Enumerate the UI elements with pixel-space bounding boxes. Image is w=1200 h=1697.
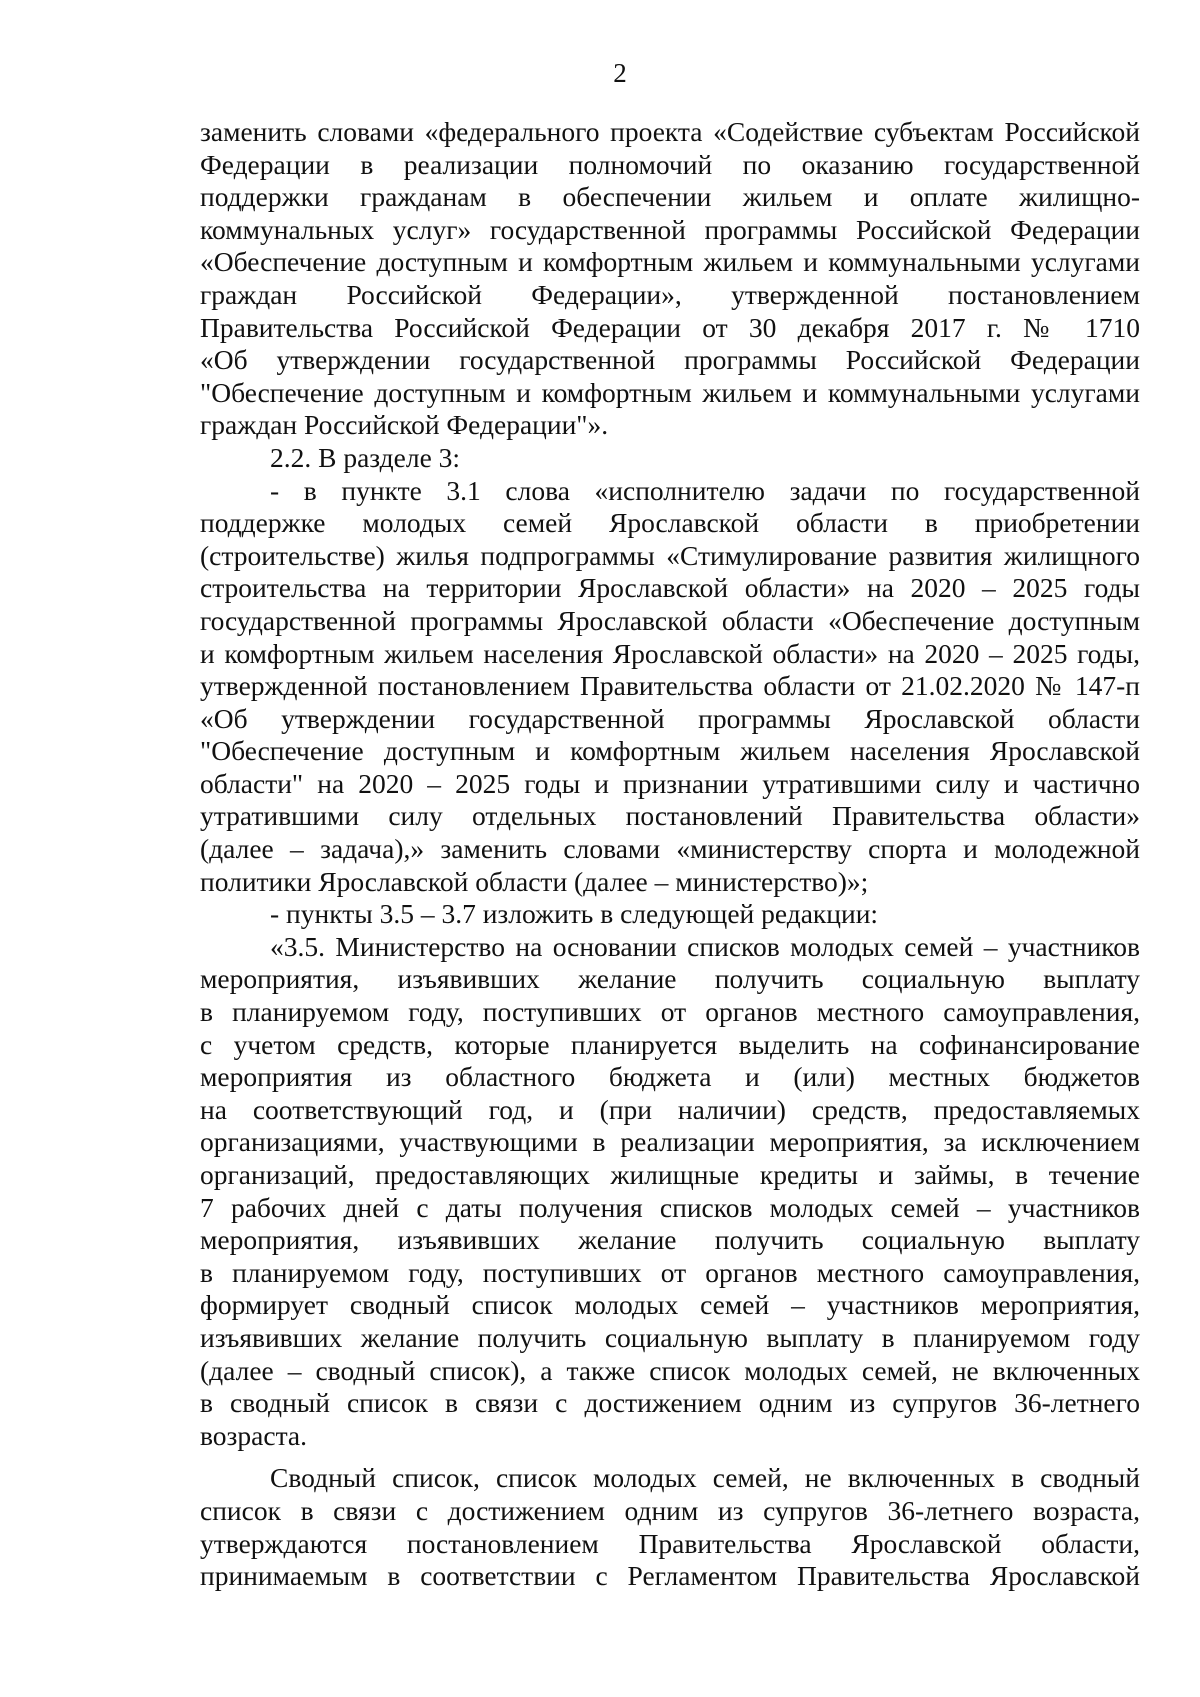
text-line: в планируемом году, поступивших от органов местного самоуправления,	[200, 996, 1140, 1028]
text-line: - в пункте 3.1 слова «исполнителю задачи по государственной	[270, 474, 1140, 506]
text-line: в сводный список в связи с достижением одним из супругов 36-летнего	[200, 1387, 1140, 1419]
text-line: поддержке молодых семей Ярославской области в приобретении	[200, 507, 1140, 539]
text-line: Правительства Российской Федерации от 30 декабря 2017 г. № 1710	[200, 311, 1140, 343]
text-line: (далее – сводный список), а также список молодых семей, не включенных	[200, 1354, 1140, 1386]
text-line: Федерации в реализации полномочий по оказанию государственной	[200, 148, 1140, 180]
text-line: утверждаются постановлением Правительства Ярославской области,	[200, 1527, 1140, 1559]
text-line: 2.2. В разделе 3:	[270, 441, 461, 473]
text-line: граждан Российской Федерации"».	[200, 409, 609, 441]
text-line: коммунальных услуг» государственной программы Российской Федерации	[200, 213, 1140, 245]
text-line: мероприятия из областного бюджета и (или) местных бюджетов	[200, 1061, 1140, 1093]
text-line: утратившими силу отдельных постановлений Правительства области»	[200, 800, 1140, 832]
text-line: список в связи с достижением одним из супругов 36-летнего возраста,	[200, 1494, 1140, 1526]
text-line: (строительстве) жилья подпрограммы «Стимулирование развития жилищного	[200, 539, 1140, 571]
paragraph-gap	[200, 1452, 1140, 1462]
text-line: организаций, предоставляющих жилищные кредиты и займы, в течение	[200, 1159, 1140, 1190]
text-line: в планируемом году, поступивших от органов местного самоуправления,	[200, 1256, 1140, 1288]
text-line: политики Ярославской области (далее – министерство)»;	[200, 865, 869, 897]
text-line: 7 рабочих дней с даты получения списков молодых семей – участников	[200, 1191, 1140, 1223]
text-line: мероприятия, изъявивших желание получить социальную выплату	[200, 963, 1140, 995]
text-line: "Обеспечение доступным и комфортным жильем и коммунальными услугами	[200, 376, 1140, 408]
text-line: строительства на территории Ярославской области» на 2020 – 2025 годы	[200, 572, 1140, 604]
text-line: изъявивших желание получить социальную выплату в планируемом году	[200, 1321, 1140, 1353]
text-line: организациями, участвующими в реализации мероприятия, за исключением	[200, 1126, 1140, 1158]
text-line: мероприятия, изъявивших желание получить социальную выплату	[200, 1224, 1140, 1256]
text-line: поддержки гражданам в обеспечении жильем и оплате жилищно-	[200, 181, 1140, 213]
text-line: утвержденной постановлением Правительства области от 21.02.2020 № 147-п	[200, 670, 1140, 702]
text-line: «Об утверждении государственной программы Ярославской области	[200, 702, 1140, 734]
text-line: формирует сводный список молодых семей – участников мероприятия,	[200, 1289, 1140, 1321]
text-line: Сводный список, список молодых семей, не включенных в сводный	[270, 1462, 1140, 1494]
text-line: «Обеспечение доступным и комфортным жильем и коммунальными услугами	[200, 246, 1140, 278]
text-line: принимаемым в соответствии с Регламентом Правительства Ярославской	[200, 1560, 1140, 1592]
text-line: возраста.	[200, 1419, 308, 1451]
document-body	[200, 116, 1140, 1593]
text-line: «Об утверждении государственной программы Российской Федерации	[200, 344, 1140, 376]
page-number: 2	[613, 58, 627, 88]
text-line: на соответствующий год, и (при наличии) средств, предоставляемых	[200, 1093, 1140, 1125]
text-line: государственной программы Ярославской области «Обеспечение доступным	[200, 604, 1140, 636]
text-line: заменить словами «федерального проекта «Содействие субъектам Российской	[200, 116, 1140, 147]
text-line: "Обеспечение доступным и комфортным жильем населения Ярославской	[200, 735, 1140, 767]
text-line: и комфортным жильем населения Ярославской области» на 2020 – 2025 годы,	[200, 637, 1140, 669]
text-line: с учетом средств, которые планируется выделить на софинансирование	[200, 1028, 1140, 1060]
text-line: (далее – задача),» заменить словами «министерству спорта и молодежной	[200, 833, 1140, 865]
text-line: - пункты 3.5 – 3.7 изложить в следующей редакции:	[270, 898, 879, 930]
text-line: граждан Российской Федерации», утвержденной постановлением	[200, 278, 1140, 310]
text-line: «3.5. Министерство на основании списков молодых семей – участников	[270, 930, 1140, 962]
text-line: области" на 2020 – 2025 годы и признании утратившими силу и частично	[200, 767, 1140, 799]
